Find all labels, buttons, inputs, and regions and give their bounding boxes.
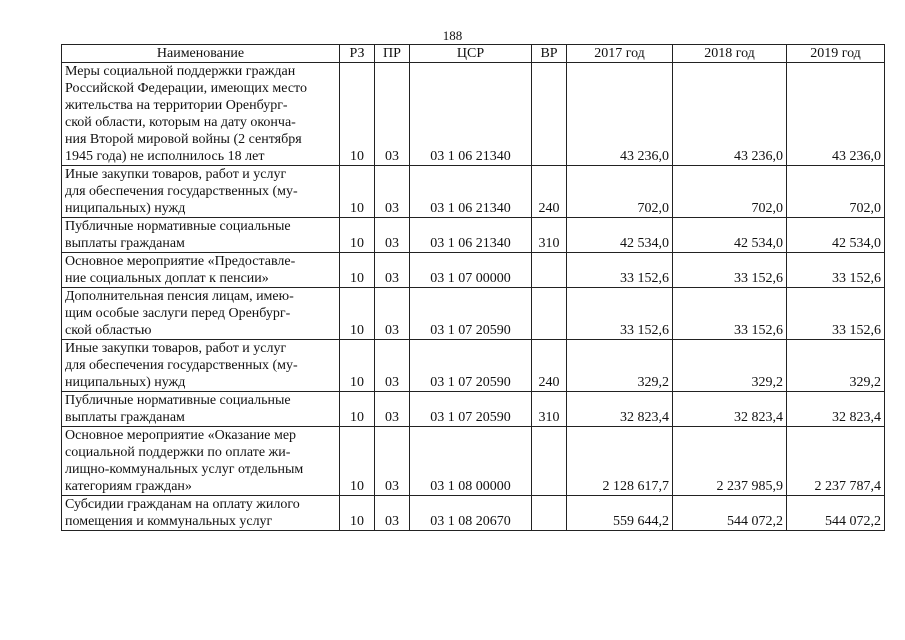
header-csr: ЦСР xyxy=(410,45,532,63)
header-2018: 2018 год xyxy=(673,45,787,63)
row-name-line: Основное мероприятие «Оказание мер xyxy=(65,428,297,443)
cell-y2018: 544 072,2 xyxy=(673,496,787,531)
cell-y2017: 329,2 xyxy=(567,340,673,392)
row-name-line: Иные закупки товаров, работ и услуг xyxy=(65,341,287,356)
cell-y2018: 42 534,0 xyxy=(673,218,787,253)
cell-y2019: 544 072,2 xyxy=(787,496,885,531)
cell-rz: 10 xyxy=(340,427,375,496)
row-name xyxy=(62,166,340,218)
row-name-line: для обеспечения государственных (му- xyxy=(65,358,298,373)
cell-rz: 10 xyxy=(340,63,375,166)
cell-y2017: 559 644,2 xyxy=(567,496,673,531)
row-name-line: ниципальных) нужд xyxy=(65,201,186,216)
cell-y2017: 2 128 617,7 xyxy=(567,427,673,496)
cell-vr: 240 xyxy=(532,166,567,218)
cell-y2019: 329,2 xyxy=(787,340,885,392)
row-name xyxy=(62,63,340,166)
table-row xyxy=(62,288,885,340)
cell-pr: 03 xyxy=(375,288,410,340)
cell-y2019: 43 236,0 xyxy=(787,63,885,166)
cell-y2017: 702,0 xyxy=(567,166,673,218)
row-name-line: выплаты гражданам xyxy=(65,410,185,425)
cell-rz: 10 xyxy=(340,392,375,427)
row-name xyxy=(62,218,340,253)
cell-vr xyxy=(532,496,567,531)
budget-table xyxy=(61,44,885,531)
row-name xyxy=(62,427,340,496)
row-name-line: Иные закупки товаров, работ и услуг xyxy=(65,167,287,182)
cell-rz: 10 xyxy=(340,253,375,288)
table-row xyxy=(62,496,885,531)
table-row xyxy=(62,166,885,218)
cell-rz: 10 xyxy=(340,288,375,340)
cell-y2017: 42 534,0 xyxy=(567,218,673,253)
cell-vr: 310 xyxy=(532,218,567,253)
row-name-line: Российской Федерации, имеющих место xyxy=(65,81,307,96)
table-row xyxy=(62,427,885,496)
cell-csr: 03 1 07 20590 xyxy=(410,288,532,340)
cell-csr: 03 1 08 20670 xyxy=(410,496,532,531)
header-2017: 2017 год xyxy=(567,45,673,63)
row-name-line: 1945 года) не исполнилось 18 лет xyxy=(65,149,265,164)
cell-vr xyxy=(532,253,567,288)
cell-y2019: 33 152,6 xyxy=(787,253,885,288)
cell-vr xyxy=(532,63,567,166)
row-name-line: помещения и коммунальных услуг xyxy=(65,514,273,529)
header-rz: РЗ xyxy=(340,45,375,63)
row-name-line: социальной поддержки по оплате жи- xyxy=(65,445,291,460)
row-name-line: выплаты гражданам xyxy=(65,236,185,251)
row-name-line: ской областью xyxy=(65,323,152,338)
table-row xyxy=(62,253,885,288)
row-name-line: для обеспечения государственных (му- xyxy=(65,184,298,199)
table-row xyxy=(62,218,885,253)
cell-rz: 10 xyxy=(340,340,375,392)
cell-y2018: 33 152,6 xyxy=(673,253,787,288)
cell-csr: 03 1 08 00000 xyxy=(410,427,532,496)
row-name-line: Основное мероприятие «Предоставле- xyxy=(65,254,296,269)
cell-y2018: 33 152,6 xyxy=(673,288,787,340)
cell-csr: 03 1 06 21340 xyxy=(410,63,532,166)
cell-pr: 03 xyxy=(375,392,410,427)
cell-vr: 310 xyxy=(532,392,567,427)
cell-y2018: 43 236,0 xyxy=(673,63,787,166)
cell-y2019: 33 152,6 xyxy=(787,288,885,340)
cell-y2017: 32 823,4 xyxy=(567,392,673,427)
cell-csr: 03 1 07 20590 xyxy=(410,392,532,427)
cell-pr: 03 xyxy=(375,253,410,288)
row-name-line: категориям граждан» xyxy=(65,479,192,494)
cell-csr: 03 1 06 21340 xyxy=(410,166,532,218)
cell-y2017: 43 236,0 xyxy=(567,63,673,166)
cell-csr: 03 1 06 21340 xyxy=(410,218,532,253)
row-name xyxy=(62,340,340,392)
header-2019: 2019 год xyxy=(787,45,885,63)
row-name xyxy=(62,496,340,531)
cell-y2018: 32 823,4 xyxy=(673,392,787,427)
cell-pr: 03 xyxy=(375,166,410,218)
cell-csr: 03 1 07 20590 xyxy=(410,340,532,392)
cell-rz: 10 xyxy=(340,218,375,253)
cell-rz: 10 xyxy=(340,496,375,531)
table-row xyxy=(62,340,885,392)
cell-y2019: 702,0 xyxy=(787,166,885,218)
cell-y2019: 42 534,0 xyxy=(787,218,885,253)
cell-vr: 240 xyxy=(532,340,567,392)
table-row xyxy=(62,63,885,166)
cell-y2018: 329,2 xyxy=(673,340,787,392)
cell-pr: 03 xyxy=(375,496,410,531)
cell-y2017: 33 152,6 xyxy=(567,253,673,288)
row-name xyxy=(62,253,340,288)
header-vr: ВР xyxy=(532,45,567,63)
row-name-line: ской области, которым на дату оконча- xyxy=(65,115,296,130)
row-name-line: жительства на территории Оренбург- xyxy=(65,98,288,113)
header-pr: ПР xyxy=(375,45,410,63)
table-body xyxy=(62,63,885,531)
row-name-line: щим особые заслуги перед Оренбург- xyxy=(65,306,291,321)
cell-y2019: 32 823,4 xyxy=(787,392,885,427)
row-name-line: лищно-коммунальных услуг отдельным xyxy=(65,462,304,477)
table-row xyxy=(62,392,885,427)
cell-y2019: 2 237 787,4 xyxy=(787,427,885,496)
page-number: 188 xyxy=(442,28,463,43)
cell-y2018: 2 237 985,9 xyxy=(673,427,787,496)
cell-pr: 03 xyxy=(375,63,410,166)
cell-vr xyxy=(532,427,567,496)
cell-vr xyxy=(532,288,567,340)
row-name-line: ние социальных доплат к пенсии» xyxy=(65,271,269,286)
header-name: Наименование xyxy=(62,45,340,63)
row-name xyxy=(62,288,340,340)
cell-pr: 03 xyxy=(375,218,410,253)
cell-y2018: 702,0 xyxy=(673,166,787,218)
row-name-line: Публичные нормативные социальные xyxy=(65,393,291,408)
row-name-line: Субсидии гражданам на оплату жилого xyxy=(65,497,300,512)
row-name-line: Дополнительная пенсия лицам, имею- xyxy=(65,289,294,304)
row-name-line: Публичные нормативные социальные xyxy=(65,219,291,234)
cell-rz: 10 xyxy=(340,166,375,218)
row-name xyxy=(62,392,340,427)
row-name-line: ниципальных) нужд xyxy=(65,375,186,390)
cell-pr: 03 xyxy=(375,427,410,496)
header-row xyxy=(62,45,885,63)
row-name-line: Меры социальной поддержки граждан xyxy=(65,64,296,79)
cell-y2017: 33 152,6 xyxy=(567,288,673,340)
cell-pr: 03 xyxy=(375,340,410,392)
cell-csr: 03 1 07 00000 xyxy=(410,253,532,288)
row-name-line: ния Второй мировой войны (2 сентября xyxy=(65,132,302,147)
